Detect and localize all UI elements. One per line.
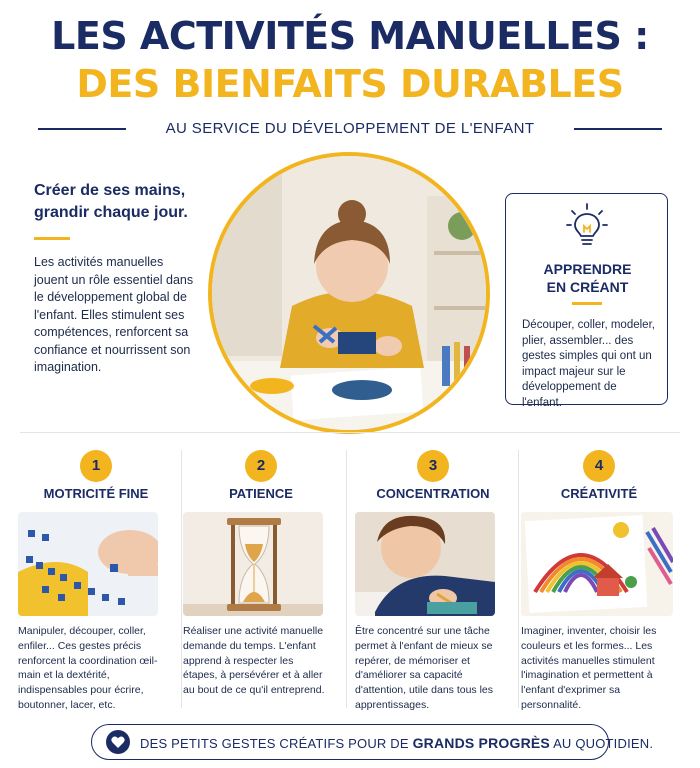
section-divider <box>20 432 680 433</box>
child-crafting-photo <box>208 152 490 434</box>
benefit-title: PATIENCE <box>229 486 293 501</box>
main-title-line1: LES ACTIVITÉS MANUELLES : <box>51 14 649 58</box>
benefit-patience <box>183 448 343 718</box>
heart-icon <box>106 730 130 754</box>
child-drawing-photo <box>355 512 495 616</box>
benefit-motricite <box>18 448 178 718</box>
subtitle: AU SERVICE DU DÉVELOPPEMENT DE L'ENFANT <box>165 120 535 137</box>
learn-box-heading-line1: APPRENDRE <box>543 261 632 277</box>
banner-text-bold: GRANDS PROGRÈS <box>412 735 550 751</box>
banner-text-before: DES PETITS GESTES CRÉATIFS POUR DE <box>140 736 413 751</box>
benefit-number-badge: 3 <box>417 450 449 482</box>
intro-heading: Créer de ses mains, grandir chaque jour. <box>34 182 188 221</box>
hourglass-photo <box>183 512 323 616</box>
bottom-banner <box>91 724 654 760</box>
learn-box-heading <box>506 260 669 296</box>
banner-text <box>140 735 653 751</box>
benefit-text: Réaliser une activité manuelle demande du temps. L'enfant apprend à respecter les étapes, à persévérer et à aller au bout de ce qu'il entreprend. <box>183 625 325 697</box>
benefit-number-badge: 1 <box>80 450 112 482</box>
mosaic-photo <box>18 512 158 616</box>
benefit-title: CONCENTRATION <box>376 486 490 501</box>
subtitle-rule-left <box>38 128 126 130</box>
column-separator <box>346 450 347 708</box>
benefit-text: Imaginer, inventer, choisir les couleurs et les formes... Les activités manuelles stimulent l'imagination et permettent à l'enfant d'exprimer sa personnalité. <box>521 625 657 711</box>
main-title-line2: DES BIENFAITS DURABLES <box>76 62 624 106</box>
learn-box-heading-line2: EN CRÉANT <box>546 279 629 295</box>
benefit-number-badge: 2 <box>245 450 277 482</box>
benefit-text: Manipuler, découper, coller, enfiler... Ces gestes précis renforcent la coordination œil-main et la dextérité, indispensables pour écrire, boutonner, lacer, etc. <box>18 625 158 711</box>
intro-text: Les activités manuelles jouent un rôle essentiel dans le développement global de l'enfant. Elles stimulent ses compétences, renforcent sa confiance et nourrissent son imagination. <box>34 255 194 374</box>
subtitle-rule-right <box>574 128 662 130</box>
benefit-number-badge: 4 <box>583 450 615 482</box>
learn-box-accent-rule <box>572 302 602 305</box>
column-separator <box>181 450 182 708</box>
benefit-text: Être concentré sur une tâche permet à l'enfant de mieux se repérer, de mémoriser et d'améliorer sa capacité d'attention, utile dans tous les apprentissages. <box>355 625 494 711</box>
benefit-title: CRÉATIVITÉ <box>560 486 638 501</box>
learn-box-text: Découper, coller, modeler, plier, assembler... des gestes simples qui ont un impact majeur sur le développement de l'enfant. <box>522 319 655 409</box>
benefit-concentration <box>355 448 515 718</box>
rainbow-drawing-photo <box>521 512 673 616</box>
lightbulb-icon <box>564 202 610 248</box>
benefit-creativite <box>521 448 681 718</box>
intro-accent-rule <box>34 237 70 240</box>
learn-by-creating-box <box>505 193 668 409</box>
benefit-title: MOTRICITÉ FINE <box>43 486 149 501</box>
banner-text-after: AU QUOTIDIEN. <box>549 736 654 751</box>
subtitle-row <box>38 120 662 138</box>
column-separator <box>518 450 519 708</box>
